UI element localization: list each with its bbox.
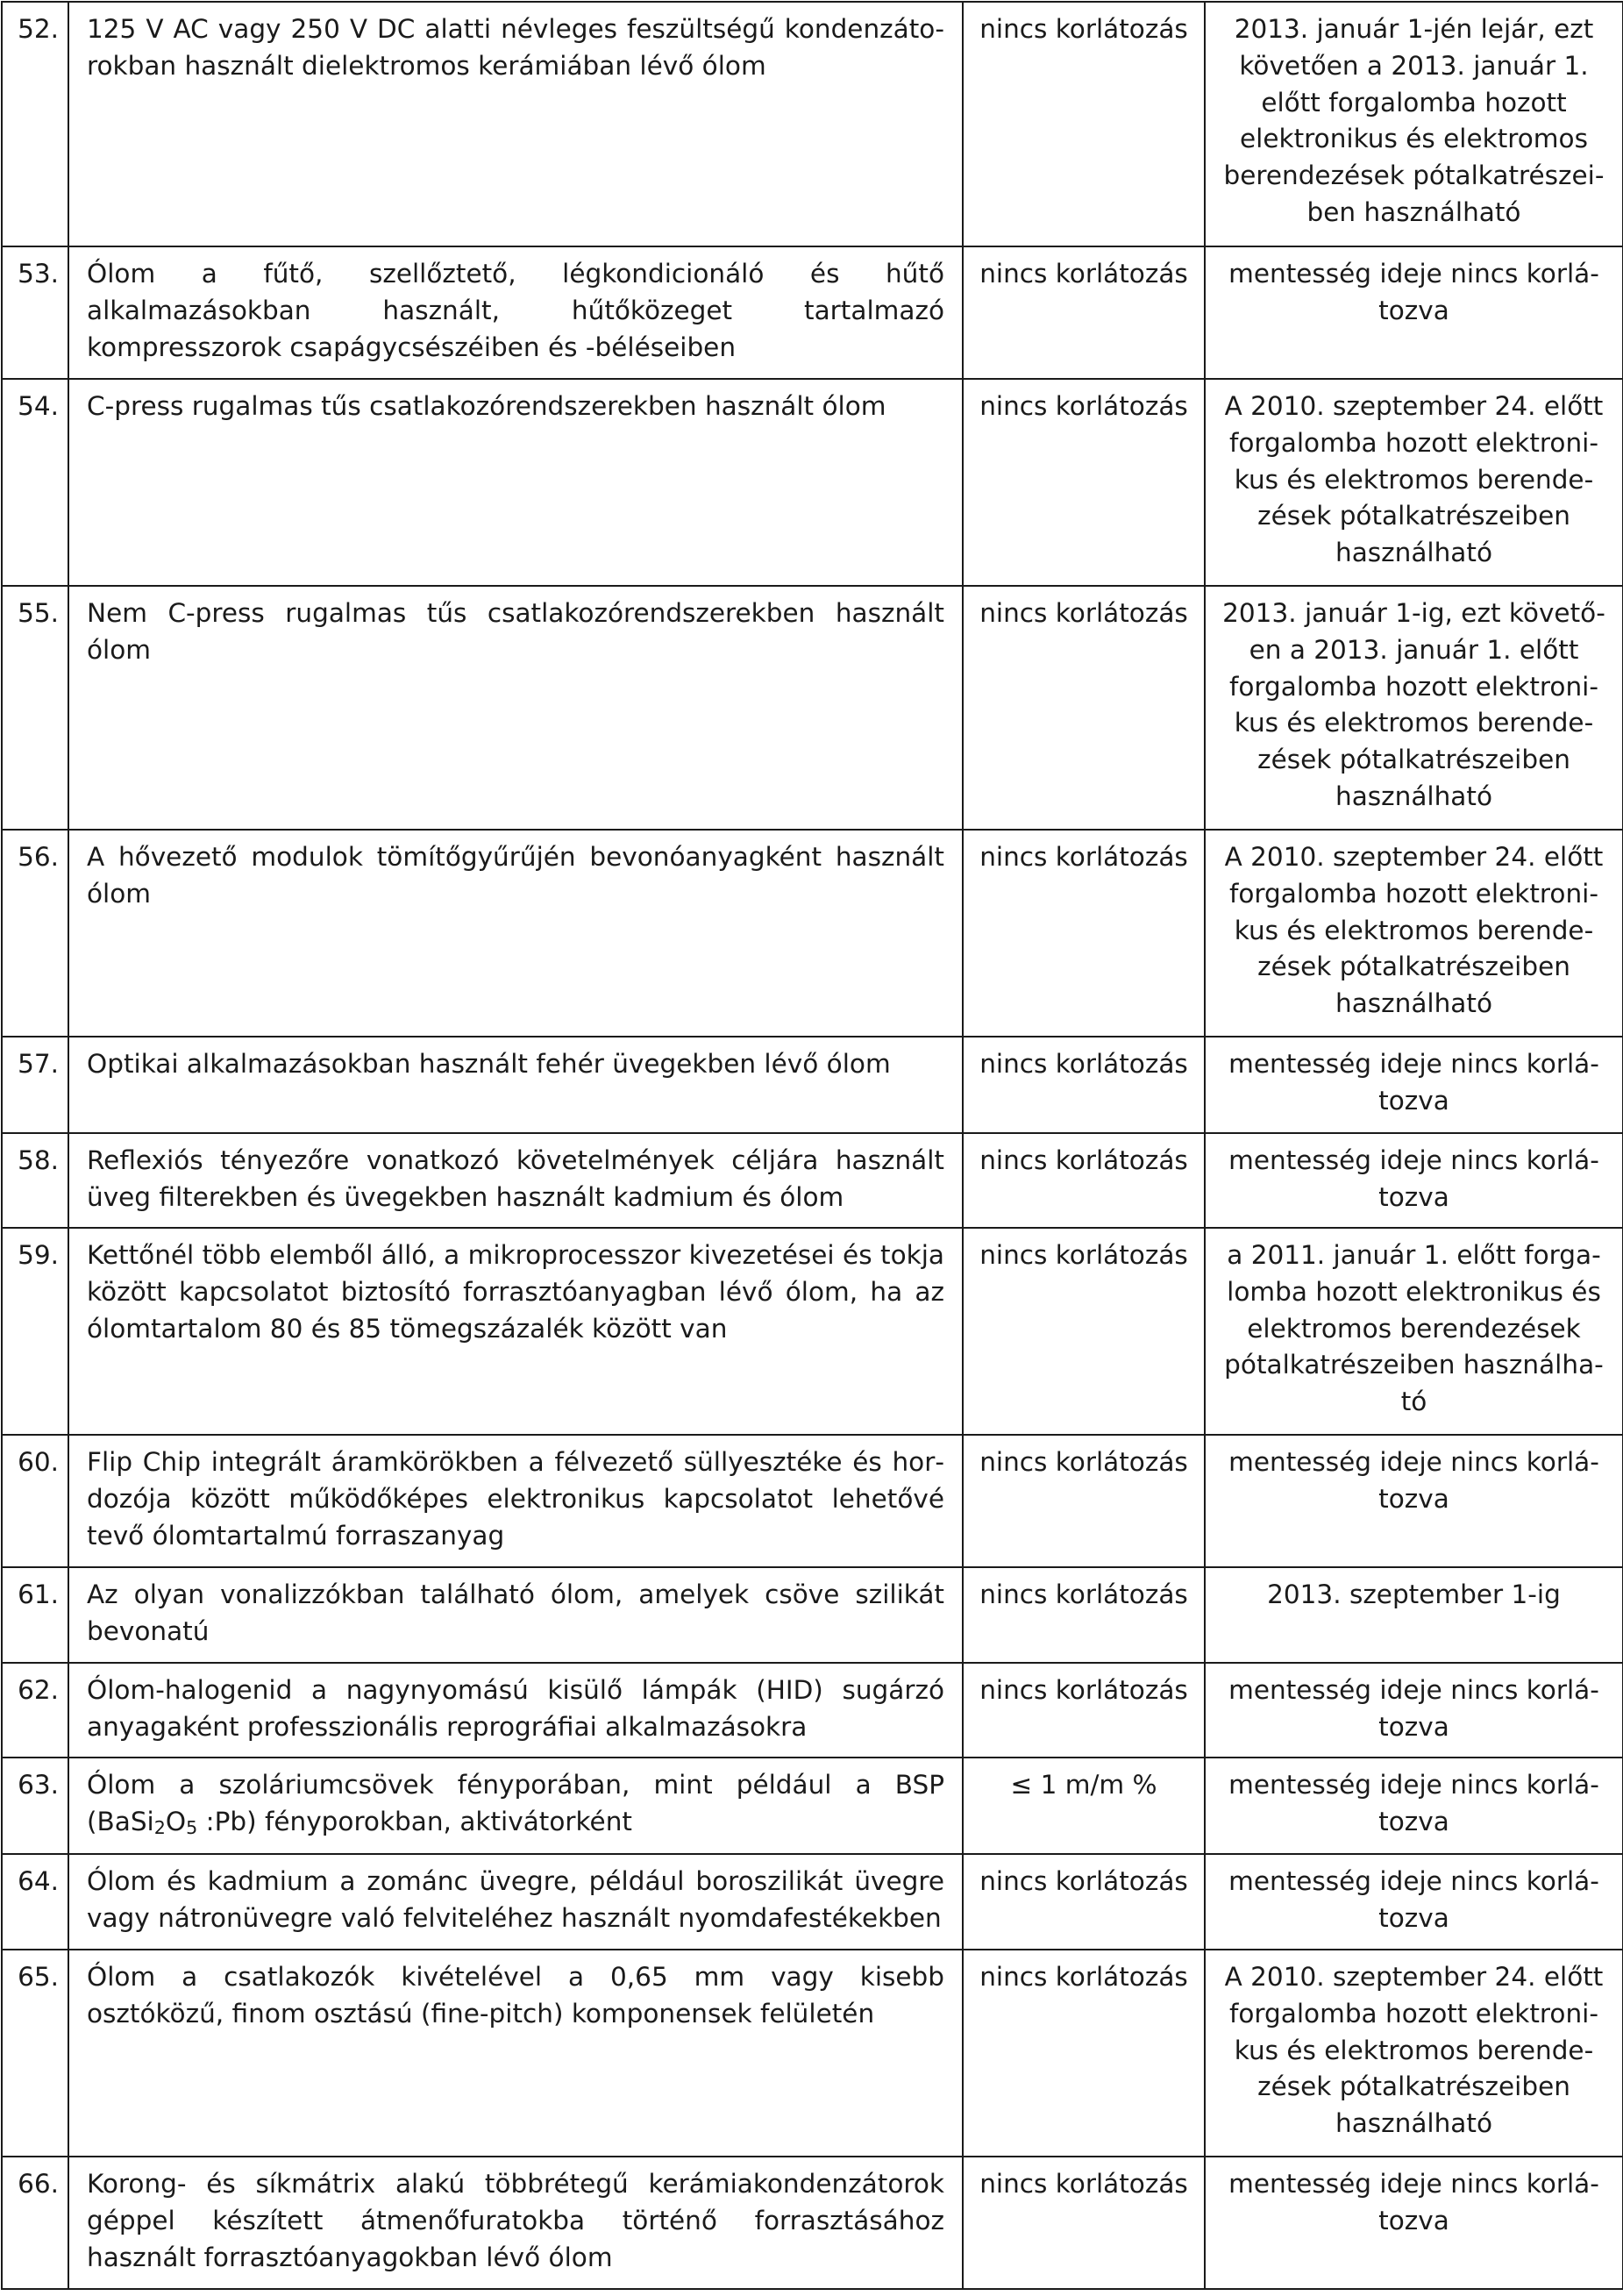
row-note: mentesség ideje nincs korlátozva [1205, 246, 1623, 379]
table-row [2, 2, 1623, 246]
row-note: mentesség ideje nincs korlátozva [1205, 1133, 1623, 1228]
table-row [2, 1854, 1623, 1950]
desc-text: Ólom a szoláriumcsövek fényporában, mint például a BSP (BaSi [87, 1770, 944, 1836]
row-limit: nincs korlátozás [963, 379, 1205, 586]
row-number: 62. [2, 1663, 68, 1758]
desc-text: :Pb) fényporokban, aktivátorként [197, 1806, 632, 1836]
row-description: Kettőnél több elemből álló, a mikroprocesszor kivezetései és tokja között kapcsolatot biztosító forrasztóanyagban lévő ólom, ha az ólomtartalom 80 és 85 tömegszázalék között van [68, 1228, 963, 1435]
table-row [2, 379, 1623, 586]
row-note: a 2011. január 1. előtt forgalomba hozott elektronikus és elektromos berendezések pótalkatrészeiben használható [1205, 1228, 1623, 1435]
row-limit: nincs korlátozás [963, 1133, 1205, 1228]
row-limit: nincs korlátozás [963, 1950, 1205, 2157]
row-description [68, 1758, 963, 1854]
table-row [2, 1435, 1623, 1567]
row-note: A 2010. szeptember 24. előtt forgalomba hozott elektronikus és elektromos berendezések pótalkatrészeiben használható [1205, 830, 1623, 1037]
table-row [2, 1037, 1623, 1133]
table-row [2, 1228, 1623, 1435]
row-limit: nincs korlátozás [963, 1037, 1205, 1133]
desc-text: O [165, 1806, 187, 1836]
subscript: 2 [153, 1816, 166, 1838]
row-note: mentesség ideje nincs korlátozva [1205, 2157, 1623, 2289]
subscript: 5 [186, 1816, 198, 1838]
row-description: Flip Chip integrált áramkörökben a félvezető süllyesztéke és hordozója között működőképes elektronikus kapcsolatot lehetővé tevő ólomtartalmú forraszanyag [68, 1435, 963, 1567]
row-limit: nincs korlátozás [963, 2157, 1205, 2289]
row-number: 53. [2, 246, 68, 379]
row-limit: nincs korlátozás [963, 1663, 1205, 1758]
row-limit: ≤ 1 m/m % [963, 1758, 1205, 1854]
row-note: mentesség ideje nincs korlátozva [1205, 1663, 1623, 1758]
row-note: mentesség ideje nincs korlátozva [1205, 1037, 1623, 1133]
row-note: mentesség ideje nincs korlátozva [1205, 1758, 1623, 1854]
row-limit: nincs korlátozás [963, 830, 1205, 1037]
row-note: mentesség ideje nincs korlátozva [1205, 1854, 1623, 1950]
row-number: 58. [2, 1133, 68, 1228]
row-number: 64. [2, 1854, 68, 1950]
row-note: 2013. január 1-ig, ezt követően a 2013. január 1. előtt forgalomba hozott elektronikus és elektromos berendezések pótalkatrészeiben használható [1205, 586, 1623, 830]
row-number: 59. [2, 1228, 68, 1435]
row-limit: nincs korlátozás [963, 246, 1205, 379]
row-description: Korong- és síkmátrix alakú többrétegű kerámiakondenzátorok géppel készített átmenőfuratokba történő forrasztásához használt forrasztóanyagokban lévő ólom [68, 2157, 963, 2289]
exemption-table [1, 1, 1623, 2290]
row-description: A hővezető modulok tömítőgyűrűjén bevonóanyagként használt ólom [68, 830, 963, 1037]
row-number: 65. [2, 1950, 68, 2157]
row-limit: nincs korlátozás [963, 2, 1205, 246]
row-note: 2013. január 1-jén lejár, ezt követően a 2013. január 1. előtt forgalomba hozott elektronikus és elektromos berendezések pótalkatrészeiben használható [1205, 2, 1623, 246]
row-number: 60. [2, 1435, 68, 1567]
row-description: C-press rugalmas tűs csatlakozórendszerekben használt ólom [68, 379, 963, 586]
row-limit: nincs korlátozás [963, 1435, 1205, 1567]
table-row [2, 246, 1623, 379]
row-number: 61. [2, 1567, 68, 1663]
row-description: Ólom a fűtő, szellőztető, légkondicionáló és hűtő alkalmazásokban használt, hűtőközeget tartalmazó kompresszorok csapágycsészéiben és -béléseiben [68, 246, 963, 379]
row-number: 54. [2, 379, 68, 586]
row-description: Optikai alkalmazásokban használt fehér üvegekben lévő ólom [68, 1037, 963, 1133]
row-description: Nem C-press rugalmas tűs csatlakozórendszerekben használt ólom [68, 586, 963, 830]
table-row [2, 1950, 1623, 2157]
row-limit: nincs korlátozás [963, 1228, 1205, 1435]
row-note: A 2010. szeptember 24. előtt forgalomba hozott elektronikus és elektromos berendezések pótalkatrészeiben használható [1205, 379, 1623, 586]
table-row [2, 830, 1623, 1037]
row-limit: nincs korlátozás [963, 586, 1205, 830]
row-description: Ólom-halogenid a nagynyomású kisülő lámpák (HID) sugárzó anyagaként professzionális reprográfiai alkalmazásokra [68, 1663, 963, 1758]
row-description: Ólom és kadmium a zománc üvegre, például boroszilikát üvegre vagy nátronüvegre való felviteléhez használt nyomdafestékekben [68, 1854, 963, 1950]
row-number: 66. [2, 2157, 68, 2289]
row-limit: nincs korlátozás [963, 1567, 1205, 1663]
row-number: 56. [2, 830, 68, 1037]
row-description: 125 V AC vagy 250 V DC alatti névleges feszültségű kondenzátorokban használt dielektromos kerámiában lévő ólom [68, 2, 963, 246]
table-row [2, 1758, 1623, 1854]
row-description: Reflexiós tényezőre vonatkozó követelmények céljára használt üveg filterekben és üvegekben használt kadmium és ólom [68, 1133, 963, 1228]
row-limit: nincs korlátozás [963, 1854, 1205, 1950]
table-row [2, 1663, 1623, 1758]
row-description: Ólom a csatlakozók kivételével a 0,65 mm vagy kisebb osztóközű, finom osztású (fine-pitch) komponensek felületén [68, 1950, 963, 2157]
table-row [2, 586, 1623, 830]
row-number: 57. [2, 1037, 68, 1133]
row-number: 63. [2, 1758, 68, 1854]
row-note: A 2010. szeptember 24. előtt forgalomba hozott elektronikus és elektromos berendezések pótalkatrészeiben használható [1205, 1950, 1623, 2157]
table-row [2, 1567, 1623, 1663]
table-row [2, 2157, 1623, 2289]
row-note: 2013. szeptember 1-ig [1205, 1567, 1623, 1663]
table-row [2, 1133, 1623, 1228]
row-note: mentesség ideje nincs korlátozva [1205, 1435, 1623, 1567]
row-number: 55. [2, 586, 68, 830]
row-number: 52. [2, 2, 68, 246]
row-description: Az olyan vonalizzókban található ólom, amelyek csöve szilikát bevonatú [68, 1567, 963, 1663]
